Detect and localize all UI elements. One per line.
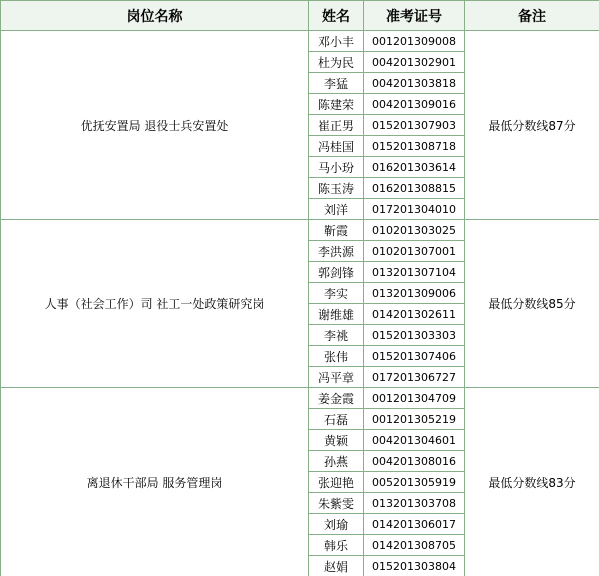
exam-id-cell: 004201309016 bbox=[364, 94, 465, 115]
table-row bbox=[1, 220, 599, 241]
exam-id-cell: 004201304601 bbox=[364, 430, 465, 451]
header-row bbox=[1, 1, 599, 31]
name-cell: 冯桂国 bbox=[309, 136, 364, 157]
exam-id-cell: 005201305919 bbox=[364, 472, 465, 493]
exam-id-cell: 014201306017 bbox=[364, 514, 465, 535]
exam-id-cell: 013201307104 bbox=[364, 262, 465, 283]
table-row bbox=[1, 31, 599, 52]
name-cell: 张伟 bbox=[309, 346, 364, 367]
table-body bbox=[1, 31, 599, 576]
exam-id-cell: 010201307001 bbox=[364, 241, 465, 262]
exam-id-cell: 015201307406 bbox=[364, 346, 465, 367]
header-note: 备注 bbox=[465, 1, 599, 31]
exam-id-cell: 004201303818 bbox=[364, 73, 465, 94]
exam-id-cell: 001201309008 bbox=[364, 31, 465, 52]
header-name: 姓名 bbox=[309, 1, 364, 31]
position-cell: 人事（社会工作）司 社工一处政策研究岗 bbox=[1, 220, 309, 388]
name-cell: 李祧 bbox=[309, 325, 364, 346]
name-cell: 陈建荣 bbox=[309, 94, 364, 115]
name-cell: 靳霞 bbox=[309, 220, 364, 241]
name-cell: 李洪源 bbox=[309, 241, 364, 262]
exam-id-cell: 014201308705 bbox=[364, 535, 465, 556]
name-cell: 刘洋 bbox=[309, 199, 364, 220]
exam-id-cell: 001201304709 bbox=[364, 388, 465, 409]
name-cell: 刘瑜 bbox=[309, 514, 364, 535]
name-cell: 谢维雄 bbox=[309, 304, 364, 325]
position-cell: 优抚安置局 退役士兵安置处 bbox=[1, 31, 309, 220]
note-cell: 最低分数线83分 bbox=[465, 388, 599, 576]
name-cell: 姜金霞 bbox=[309, 388, 364, 409]
exam-id-cell: 004201308016 bbox=[364, 451, 465, 472]
table-row bbox=[1, 388, 599, 409]
exam-id-cell: 015201303804 bbox=[364, 556, 465, 576]
exam-id-cell: 013201303708 bbox=[364, 493, 465, 514]
name-cell: 崔正男 bbox=[309, 115, 364, 136]
exam-id-cell: 015201307903 bbox=[364, 115, 465, 136]
note-cell: 最低分数线87分 bbox=[465, 31, 599, 220]
name-cell: 石磊 bbox=[309, 409, 364, 430]
header-position: 岗位名称 bbox=[1, 1, 309, 31]
header-exam-id: 准考证号 bbox=[364, 1, 465, 31]
name-cell: 李实 bbox=[309, 283, 364, 304]
exam-id-cell: 013201309006 bbox=[364, 283, 465, 304]
name-cell: 冯平章 bbox=[309, 367, 364, 388]
exam-id-cell: 017201306727 bbox=[364, 367, 465, 388]
name-cell: 孙燕 bbox=[309, 451, 364, 472]
name-cell: 黄颖 bbox=[309, 430, 364, 451]
name-cell: 赵娟 bbox=[309, 556, 364, 576]
exam-id-cell: 016201303614 bbox=[364, 157, 465, 178]
name-cell: 郭剑锋 bbox=[309, 262, 364, 283]
name-cell: 朱紫雯 bbox=[309, 493, 364, 514]
exam-id-cell: 014201302611 bbox=[364, 304, 465, 325]
name-cell: 韩乐 bbox=[309, 535, 364, 556]
note-cell: 最低分数线85分 bbox=[465, 220, 599, 388]
exam-id-cell: 004201302901 bbox=[364, 52, 465, 73]
name-cell: 陈玉涛 bbox=[309, 178, 364, 199]
exam-id-cell: 001201305219 bbox=[364, 409, 465, 430]
exam-id-cell: 016201308815 bbox=[364, 178, 465, 199]
name-cell: 邓小丰 bbox=[309, 31, 364, 52]
name-cell: 马小玢 bbox=[309, 157, 364, 178]
name-cell: 李猛 bbox=[309, 73, 364, 94]
name-cell: 杜为民 bbox=[309, 52, 364, 73]
exam-id-cell: 010201303025 bbox=[364, 220, 465, 241]
exam-id-cell: 015201303303 bbox=[364, 325, 465, 346]
name-cell: 张迎艳 bbox=[309, 472, 364, 493]
position-cell: 离退休干部局 服务管理岗 bbox=[1, 388, 309, 576]
exam-id-cell: 015201308718 bbox=[364, 136, 465, 157]
exam-id-cell: 017201304010 bbox=[364, 199, 465, 220]
